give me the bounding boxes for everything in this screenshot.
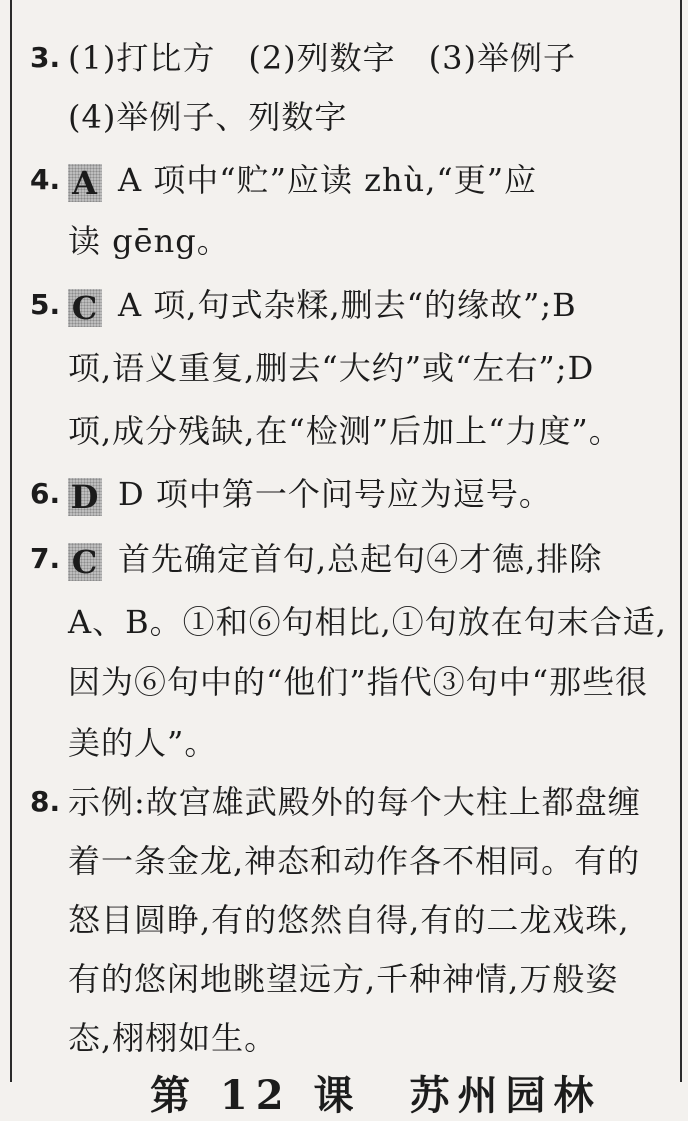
lesson-heading: 第 12 课 苏州园林: [150, 1072, 602, 1119]
answer-badge-7: C: [68, 543, 102, 581]
item-7-line-3: 因为⑥句中的“他们”指代③句中“那些很: [68, 663, 649, 701]
item-4-number: 4.: [30, 163, 61, 196]
page-left-border: [10, 0, 12, 1082]
item-5-number: 5.: [30, 288, 61, 321]
item-5-text-1: A 项,句式杂糅,删去“的缘故”;B: [118, 286, 577, 324]
item-3-line-2: (4)举例子、列数字: [68, 98, 348, 136]
item-3-number: 3.: [30, 41, 61, 74]
item-7-number: 7.: [30, 542, 61, 575]
item-7-text-1: 首先确定首句,总起句④才德,排除: [118, 540, 603, 578]
item-8-line-4: 有的悠闲地眺望远方,千种神情,万般姿: [68, 960, 619, 998]
item-6-line-1: [68, 476, 666, 516]
answer-badge-4: A: [68, 164, 102, 202]
item-8-line-5: 态,栩栩如生。: [68, 1019, 278, 1057]
item-8-line-2: 着一条金龙,神态和动作各不相同。有的: [68, 842, 641, 880]
item-5-line-2: 项,语义重复,删去“大约”或“左右”;D: [68, 349, 595, 387]
item-8-number: 8.: [30, 785, 61, 818]
item-7-line-4: 美的人”。: [68, 724, 218, 762]
item-4-text-1: A 项中“贮”应读 zhù,“更”应: [118, 161, 538, 199]
item-3-line-1: (1)打比方 (2)列数字 (3)举例子: [68, 39, 576, 77]
page-right-border: [680, 0, 682, 1082]
item-8-line-1: 示例:故宫雄武殿外的每个大柱上都盘缠: [68, 783, 641, 821]
item-4-line-1: [68, 162, 666, 202]
item-7-line-2: A、B。①和⑥句相比,①句放在句末合适,: [68, 603, 667, 641]
answer-badge-5: C: [68, 289, 102, 327]
item-5-line-1: [68, 287, 666, 327]
item-6-number: 6.: [30, 477, 61, 510]
item-5-line-3: 项,成分残缺,在“检测”后加上“力度”。: [68, 412, 622, 450]
item-7-line-1: [68, 541, 666, 581]
item-6-text-1: D 项中第一个问号应为逗号。: [118, 475, 552, 513]
item-4-line-2: 读 gēng。: [68, 222, 230, 260]
answer-badge-6: D: [68, 478, 102, 516]
item-8-line-3: 怒目圆睁,有的悠然自得,有的二龙戏珠,: [68, 901, 630, 939]
